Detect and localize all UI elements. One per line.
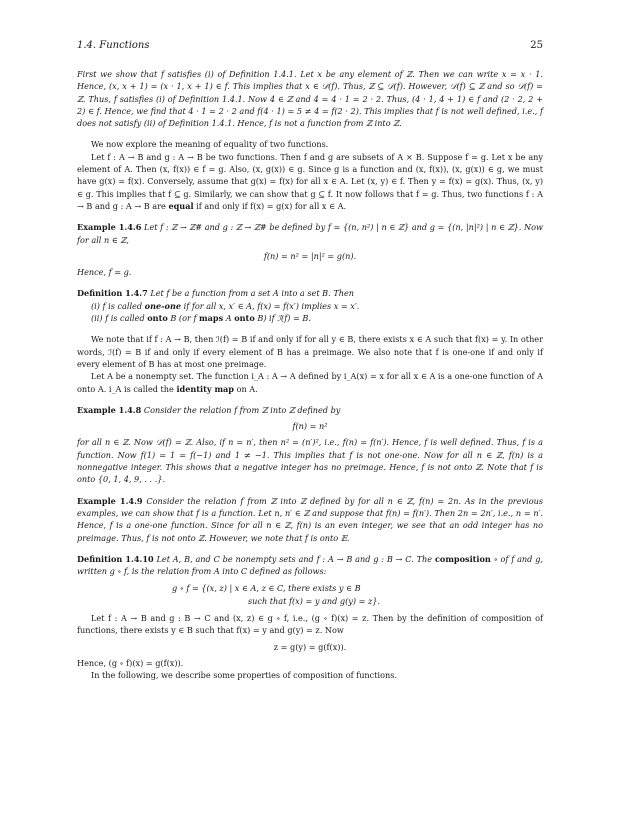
paragraph-equality-text: Let f : A → B and g : A → B be two functions. Then f and g are subsets of A × B. Suppose f = g. Let x be any element of A. Then (x, f(x)) ∈ f = g. Also, (x, g(x)) ∈ g. Since g is a function and (x, f(x)), (x, g(x)) ∈ g, we must have g(x) = f(x). Conversely, assume that g(x) = f(x) for all x ∈ A. Let (x, y) ∈ f. Then y = f(x) = g(x). Thus, (x, y) ∈ g. This implies that f ⊆ g. Similarly, we can show that g ⊆ f. It now follows that f = g. Thus, two functions f : A → B and g : A → B are [77, 151, 543, 211]
term-composition: composition [434, 553, 491, 564]
example-conclusion: Hence, f = g. [77, 267, 132, 278]
display-equation: f(n) = n² [292, 421, 328, 432]
term-maps: maps [199, 313, 224, 324]
definition-label: Definition 1.4.7 [77, 288, 148, 299]
paragraph-equality [77, 151, 543, 212]
equation-line: g ∘ f = {(x, z) | x ∈ A, z ∈ C, there exists y ∈ B [172, 583, 361, 594]
composition-equation [172, 582, 543, 607]
example-label: Example 1.4.6 [77, 222, 142, 233]
definition-label: Definition 1.4.10 [77, 553, 154, 564]
paragraph-identity-map [77, 370, 543, 395]
definition-item-one-one [77, 300, 543, 312]
paragraph-equality-end: if and only if f(x) = g(x) for all x ∈ A. [196, 200, 347, 211]
running-header [77, 40, 543, 54]
example-label: Example 1.4.8 [77, 404, 142, 415]
paragraph-onto-note: We note that if f : A → B, then ℐ(f) = B if and only if for all y ∈ B, there exists x ∈ A such that f(x) = y. In other words, ℐ(f) = B if and only if every element of B has a preimage. We also note that f is one-one if and only if every element of B has at most one preimage. [77, 334, 543, 369]
paragraph-equality-intro: We now explore the meaning of equality of two functions. [91, 139, 329, 150]
paragraph-text: on A. [236, 383, 258, 394]
item-text: (i) f is called [91, 300, 143, 311]
definition-text: Let A, B, and C be nonempty sets and f : A → B and g : B → C. The [156, 553, 433, 564]
paragraph-transition: In the following, we describe some properties of composition of functions. [91, 670, 397, 681]
example-text: Let f : ℤ → ℤ# and g : ℤ → ℤ# be defined by f = {(n, n²) | n ∈ ℤ} and g = {(n, |n|²) | n ∈ ℤ}. Now for all n ∈ ℤ, [77, 222, 543, 245]
example-text: Consider the relation f from ℤ into ℤ defined by [143, 404, 341, 415]
paragraph-proof: First we show that f satisfies (i) of Definition 1.4.1. Let x be any element of ℤ. Then we can write x = x · 1. Hence, (x, x + 1) = (x · 1, x + 1) ∈ f. This implies that x ∈ 𝒟(f). Thus, ℤ ⊆ 𝒟(f). However, 𝒟(f) ⊆ ℤ and so 𝒟(f) = ℤ. Thus, f satisfies (i) of Definition 1.4.1. Now 4 ∈ ℤ and 4 = 4 · 1 = 2 · 2. Thus, (4 · 1, 4 + 1) ∈ f and (2 · 2, 2 + 2) ∈ f. Hence, we find that 4 · 1 = 2 · 2 and f(4 · 1) = 5 ≠ 4 = f(2 · 2). This implies that f is not well defined, i.e., f does not satisfy (ii) of Definition 1.4.1. Hence, f is not a function from ℤ into ℤ. [77, 69, 543, 129]
display-equation: f(n) = n² = |n|² = g(n). [263, 250, 357, 261]
item-text: A [225, 313, 232, 324]
section-title: 1.4. Functions [77, 40, 150, 51]
definition-text: ∘ of f and g, written g ∘ f, is the relation from A into C defined as follows: [77, 553, 543, 577]
definition-1-4-10 [77, 553, 543, 578]
display-equation: z = g(y) = g(f(x)). [273, 641, 347, 652]
paragraph-composition-result: Hence, (g ∘ f)(x) = g(f(x)). [77, 657, 184, 668]
paragraph-text: Let A be a nonempty set. The function i_A : A → A defined by i_A(x) = x for all x ∈ A is a one-one function of A onto A. i_A is called the [77, 371, 543, 394]
item-text: (ii) f is called [91, 313, 145, 324]
term-onto: onto [147, 313, 168, 324]
paragraph-composition: Let f : A → B and g : B → C and (x, z) ∈ g ∘ f, i.e., (g ∘ f)(x) = z. Then by the definition of composition of functions, there exists y ∈ B such that f(x) = y and g(y) = z. Now [77, 612, 543, 636]
term-one-one: one-one [144, 300, 182, 311]
example-1-4-8 [77, 404, 543, 416]
definition-text: Let f be a function from a set A into a set B. Then [150, 288, 355, 299]
example-body: for all n ∈ ℤ. Now 𝒟(f) = ℤ. Also, if n = n′, then n² = (n′)², i.e., f(n) = f(n′). Hence, f is well defined. Thus, f is a function. Now f(1) = 1 = f(−1) and 1 ≠ −1. This implies that f is not one-one. Now for all n ∈ ℤ, f(n) is a nonnegative integer. This shows that a negative integer has no preimage. Hence, f is not onto ℤ. Note that f is onto {0, 1, 4, 9, . . .}. [77, 437, 543, 485]
item-text: B (or f [170, 313, 197, 324]
item-text: if for all x, x′ ∈ A, f(x) = f(x′) implies x = x′. [183, 300, 360, 311]
page-number: 25 [530, 40, 543, 51]
item-text: B) if ℐ(f) = B. [257, 313, 311, 324]
definition-1-4-7 [77, 287, 543, 299]
example-1-4-9 [77, 495, 543, 544]
definition-item-onto [77, 312, 543, 324]
term-identity-map: identity map [176, 383, 234, 394]
example-label: Example 1.4.9 [77, 495, 143, 506]
term-equal: equal [168, 200, 194, 211]
page-body [77, 68, 543, 681]
equation-line: such that f(x) = y and g(y) = z}. [248, 595, 381, 606]
example-1-4-6 [77, 221, 543, 246]
term-onto: onto [234, 313, 255, 324]
example-text: Consider the relation f from ℤ into ℤ defined by for all n ∈ ℤ, f(n) = 2n. As in the previous examples, we can show that f is a function. Let n, n′ ∈ ℤ and suppose that f(n) = f(n′). Then 2n = 2n′, i.e., n = n′. Hence, f is a one-one function. Since for all n ∈ ℤ, f(n) is an even integer, we see that an odd integer has no preimage. Thus, f is not onto ℤ. However, we note that f is onto 𝔼. [77, 495, 543, 543]
